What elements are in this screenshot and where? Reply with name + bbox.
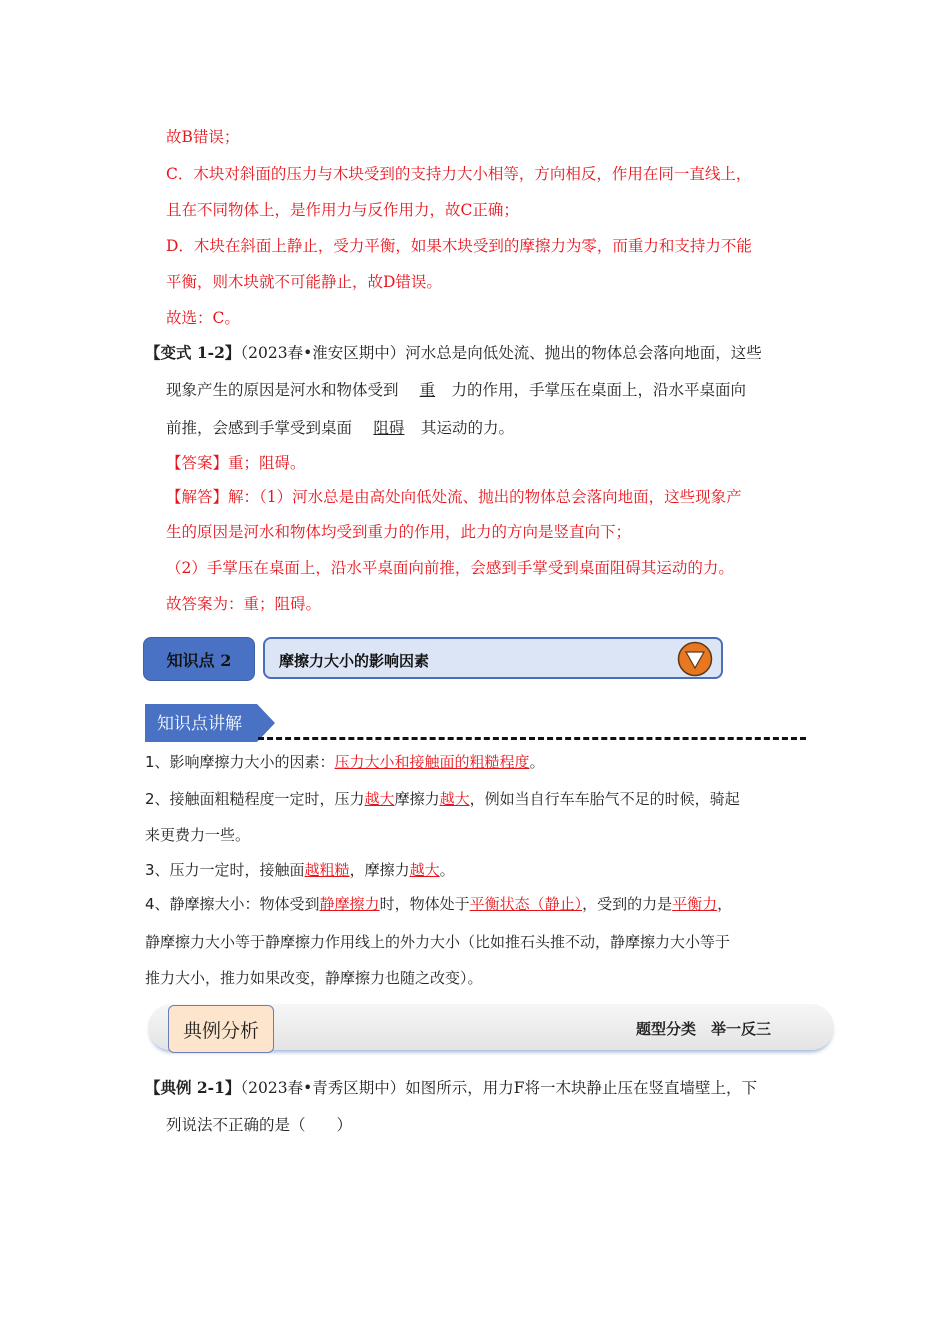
example-line <box>145 1078 757 1098</box>
point-keyword: 平衡力 <box>672 895 718 913</box>
text-line: 故选：C。 <box>166 309 240 327</box>
example-tag: 典例分析 <box>168 1005 274 1053</box>
point-text: 2、接触面粗糙程度一定时，压力 <box>145 790 365 808</box>
solution-line: 故答案为：重；阻碍。 <box>166 595 322 613</box>
variant-text: 现象产生的原因是河水和物体受到 <box>166 381 404 399</box>
point-line <box>145 752 545 772</box>
variant-line <box>145 343 762 363</box>
solution-text: 解：（1）河水总是由高处向低处流、抛出的物体总会落向地面，这些现象产 <box>228 488 742 506</box>
text-line: D．木块在斜面上静止，受力平衡，如果木块受到的摩擦力为零，而重力和支持力不能 <box>166 237 752 255</box>
point-text: 4、静摩擦大小：物体受到 <box>145 895 320 913</box>
point-text: ，受到的力是 <box>582 895 673 913</box>
point-text: 1、影响摩擦力大小的因素： <box>145 753 335 771</box>
text-line: 且在不同物体上，是作用力与反作用力，故C正确； <box>166 201 519 219</box>
point-text: ， <box>717 895 733 913</box>
variant-line <box>166 380 746 400</box>
point-text: 摩擦力 <box>394 790 440 808</box>
point-keyword: 越大 <box>439 790 470 808</box>
point-keyword: 越大 <box>364 790 395 808</box>
point-text: 时，物体处于 <box>379 895 470 913</box>
answer-tag: 【答案】 <box>166 454 229 472</box>
point-line: 静摩擦力大小等于静摩擦力作用线上的外力大小（比如推石头推不动，静摩擦力大小等于 <box>145 933 731 951</box>
answer-line <box>166 453 306 473</box>
example-number: 【典例 2-1】 <box>145 1078 241 1097</box>
point-keyword: 平衡状态（静止） <box>469 895 583 913</box>
solution-line <box>166 487 742 507</box>
explain-tag-text: 知识点讲解 <box>157 714 242 734</box>
variant-text: 其运动的力。 <box>420 419 514 437</box>
point-line <box>145 789 740 809</box>
example-text: （2023春•青秀区期中）如图所示，用力F将一木块静止压在竖直墙壁上，下 <box>240 1079 758 1097</box>
point-line <box>145 894 732 914</box>
point-text: 。 <box>529 753 545 771</box>
explain-tag-shape <box>145 704 275 742</box>
point-line: 推力大小，推力如果改变，静摩擦力也随之改变）。 <box>145 969 483 987</box>
point-keyword: 越粗糙 <box>304 861 350 879</box>
answer-blank: 重 <box>419 381 436 399</box>
point-keyword: 静摩擦力 <box>319 895 380 913</box>
variant-text: 力的作用，手掌压在桌面上，沿水平桌面向 <box>451 381 746 399</box>
text-line: 故B错误； <box>166 128 240 146</box>
point-line <box>145 860 455 880</box>
variant-text: 前推，会感到手掌受到桌面 <box>166 419 357 437</box>
answer-text: 重；阻碍。 <box>228 454 306 472</box>
example-line: 列说法不正确的是（ ） <box>166 1116 353 1134</box>
solution-line: （2）手掌压在桌面上，沿水平桌面向前推，会感到手掌受到桌面阻碍其运动的力。 <box>166 559 734 577</box>
example-bar-subtitle: 题型分类 举一反三 <box>636 1020 772 1038</box>
point-text: ，摩擦力 <box>349 861 410 879</box>
point-keyword: 越大 <box>409 861 440 879</box>
knowledge-point-bar <box>263 637 723 679</box>
knowledge-point-title: 摩擦力大小的影响因素 <box>279 652 430 670</box>
text-line: C．木块对斜面的压力与木块受到的支持力大小相等，方向相反，作用在同一直线上， <box>166 165 752 183</box>
divider <box>258 737 806 740</box>
solution-tag: 【解答】 <box>166 488 229 506</box>
answer-blank: 阻碍 <box>373 419 405 437</box>
variant-line <box>166 418 514 438</box>
text-line: 平衡，则木块就不可能静止，故D错误。 <box>166 273 442 291</box>
variant-tag: 【变式 1-2】 <box>145 343 241 362</box>
variant-text: （2023春•淮安区期中）河水总是向低处流、抛出的物体总会落向地面，这些 <box>240 344 762 362</box>
point-text: 。 <box>439 861 455 879</box>
chevron-down-icon <box>677 641 713 677</box>
point-text: 3、压力一定时，接触面 <box>145 861 305 879</box>
point-line: 来更费力一些。 <box>145 826 251 844</box>
solution-line: 生的原因是河水和物体均受到重力的作用，此力的方向是竖直向下； <box>166 523 632 541</box>
knowledge-point-tag: 知识点 2 <box>143 637 255 681</box>
point-text: ，例如当自行车车胎气不足的时候，骑起 <box>469 790 740 808</box>
point-keyword: 压力大小和接触面的粗糙程度 <box>334 753 530 771</box>
